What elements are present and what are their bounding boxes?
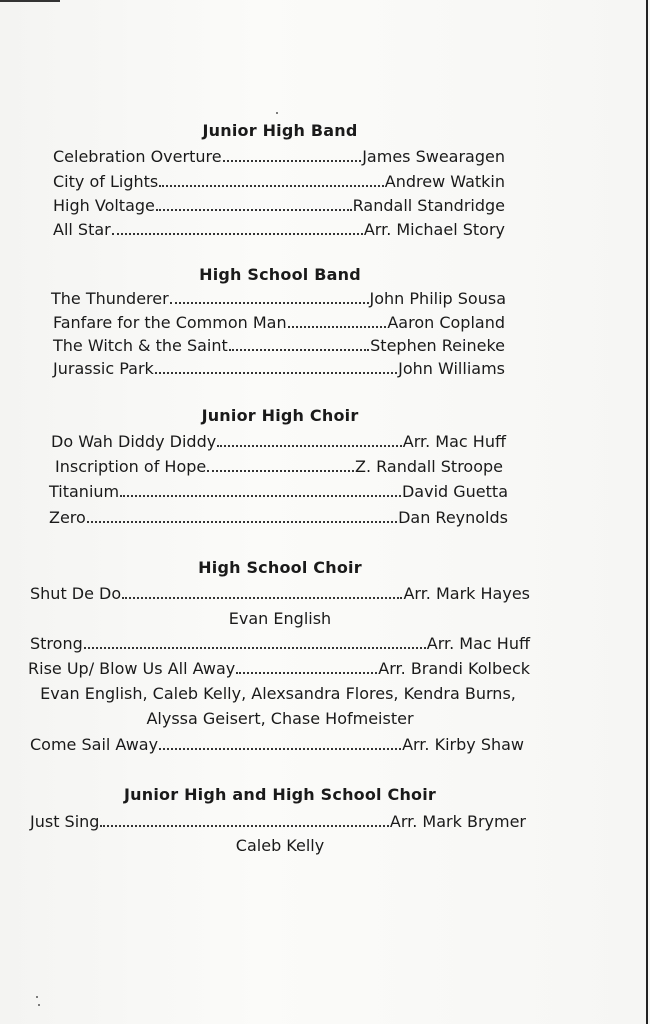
composer-name: Dan Reynolds bbox=[398, 508, 508, 527]
dot-leader bbox=[207, 470, 354, 472]
composer-name: Arr. Mac Huff bbox=[402, 432, 506, 451]
dot-leader bbox=[288, 326, 387, 328]
piece-title: Titanium bbox=[49, 482, 120, 501]
performer-line: Alyssa Geisert, Chase Hofmeister bbox=[146, 709, 414, 728]
composer-name: Arr. Mark Hayes bbox=[403, 584, 530, 603]
section-heading-high-school-choir: High School Choir bbox=[198, 558, 362, 577]
composer-name: David Guetta bbox=[401, 482, 508, 501]
program-entry bbox=[55, 457, 503, 476]
dot-leader bbox=[156, 209, 352, 211]
section-heading-junior-high-band: Junior High Band bbox=[202, 121, 358, 140]
paper-speck bbox=[276, 112, 278, 114]
performer-line: Evan English bbox=[228, 609, 332, 628]
page-edge-right bbox=[646, 0, 648, 1024]
dot-leader bbox=[217, 445, 402, 447]
composer-name: Arr. Mac Huff bbox=[426, 634, 530, 653]
page-edge-top bbox=[0, 0, 60, 2]
composer-name: Arr. Mark Brymer bbox=[389, 812, 526, 831]
program-entry bbox=[51, 289, 506, 308]
composer-name: Arr. Michael Story bbox=[363, 220, 505, 239]
section-heading-combined-choir: Junior High and High School Choir bbox=[124, 785, 436, 804]
composer-name: Stephen Reineke bbox=[370, 336, 505, 355]
composer-name: Randall Standridge bbox=[352, 196, 505, 215]
paper-speck bbox=[36, 996, 38, 998]
dot-leader bbox=[122, 597, 402, 599]
composer-name: Arr. Brandi Kolbeck bbox=[378, 659, 530, 678]
piece-title: Strong bbox=[30, 634, 83, 653]
dot-leader bbox=[100, 825, 388, 827]
dot-leader bbox=[229, 349, 369, 351]
program-entry bbox=[30, 812, 526, 831]
piece-title: Just Sing bbox=[30, 812, 100, 831]
program-entry bbox=[30, 634, 530, 653]
performer-line: Evan English, Caleb Kelly, Alexsandra Flores, Kendra Burns, bbox=[40, 684, 516, 703]
dot-leader bbox=[170, 302, 369, 304]
composer-name: Arr. Kirby Shaw bbox=[402, 735, 524, 754]
piece-title: Shut De Do bbox=[30, 584, 122, 603]
piece-title: Do Wah Diddy Diddy bbox=[51, 432, 217, 451]
composer-name: John Philip Sousa bbox=[369, 289, 506, 308]
dot-leader bbox=[223, 160, 362, 162]
program-entry bbox=[49, 508, 508, 527]
dot-leader bbox=[159, 748, 401, 750]
composer-name: Z. Randall Stroope bbox=[354, 457, 503, 476]
dot-leader bbox=[155, 372, 397, 374]
dot-leader bbox=[159, 185, 384, 187]
piece-title: All Star bbox=[53, 220, 111, 239]
piece-title: Rise Up/ Blow Us All Away bbox=[28, 659, 236, 678]
program-entry bbox=[53, 196, 505, 215]
piece-title: Jurassic Park bbox=[53, 359, 154, 378]
piece-title: City of Lights bbox=[53, 172, 159, 191]
piece-title: Come Sail Away bbox=[30, 735, 159, 754]
composer-name: Aaron Copland bbox=[387, 313, 505, 332]
program-entry bbox=[53, 147, 505, 166]
dot-leader bbox=[236, 672, 377, 674]
section-heading-high-school-band: High School Band bbox=[199, 265, 361, 284]
composer-name: James Swearagen bbox=[362, 147, 505, 166]
program-entry bbox=[30, 584, 530, 603]
composer-name: John Williams bbox=[398, 359, 505, 378]
program-entry bbox=[53, 359, 505, 378]
program-entry bbox=[53, 220, 505, 239]
piece-title: The Thunderer bbox=[51, 289, 169, 308]
program-entry bbox=[53, 336, 505, 355]
program-entry bbox=[53, 172, 505, 191]
piece-title: High Voltage bbox=[53, 196, 155, 215]
dot-leader bbox=[84, 647, 426, 649]
dot-leader bbox=[87, 521, 397, 523]
piece-title: Zero bbox=[49, 508, 86, 527]
program-entry bbox=[49, 482, 508, 501]
piece-title: Celebration Overture bbox=[53, 147, 222, 166]
section-heading-junior-high-choir: Junior High Choir bbox=[201, 406, 359, 425]
piece-title: The Witch & the Saint bbox=[53, 336, 228, 355]
piece-title: Inscription of Hope bbox=[55, 457, 207, 476]
dot-leader bbox=[120, 495, 401, 497]
paper-speck bbox=[38, 1004, 40, 1006]
performer-line: Caleb Kelly bbox=[235, 836, 325, 855]
piece-title: Fanfare for the Common Man bbox=[53, 313, 287, 332]
program-entry bbox=[51, 432, 506, 451]
dot-leader bbox=[112, 233, 363, 235]
program-entry bbox=[30, 735, 524, 754]
composer-name: Andrew Watkin bbox=[384, 172, 505, 191]
program-entry bbox=[53, 313, 505, 332]
program-entry bbox=[28, 659, 530, 678]
